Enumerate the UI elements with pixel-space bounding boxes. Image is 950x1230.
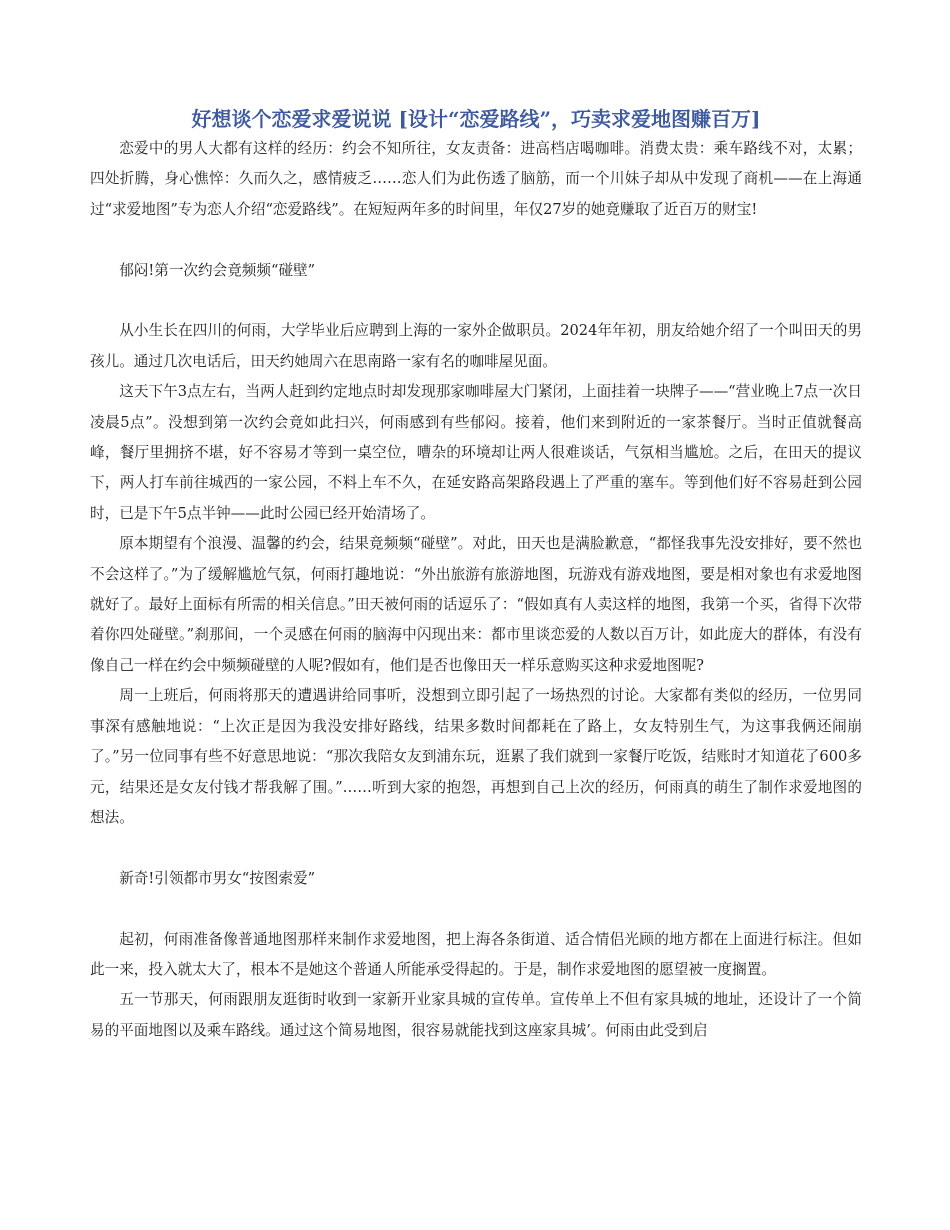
body-paragraph: 五一节那天，何雨跟朋友逛街时收到一家新开业家具城的宣传单。宣传单上不但有家具城的地址，还设计了一个简易的平面地图以及乘车路线。通过这个简易地图，很容易就能找到这座家具城’。何雨由此受到启 — [90, 991, 862, 1039]
body-paragraph: 这天下午3点左右，当两人赶到约定地点时却发现那家咖啡屋大门紧闭，上面挂着一块牌子——“营业晚上7点一次日凌晨5点”。没想到第一次约会竟如此扫兴，何雨感到有些郁闷。接着，他们来到附近的一家茶餐厅。当时正值就餐高峰，餐厅里拥挤不堪，好不容易才等到一桌空位，嘈杂的环境却让两人很难谈话，气氛相当尴尬。之后，在田天的提议下，两人打车前往城西的一家公园，不料上车不久，在延安路高架路段遇上了严重的塞车。等到他们好不容易赶到公园时，已是下午5点半钟——此时公园已经开始清场了。 — [90, 383, 862, 522]
section-heading-1: 郁闷!第一次约会竟频频“碰壁” — [119, 261, 316, 279]
body-paragraph: 起初，何雨准备像普通地图那样来制作求爱地图，把上海各条街道、适合情侣光顾的地方都在上面进行标注。但如此一来，投入就太大了，根本不是她这个普通人所能承受得起的。于是，制作求爱地图的愿望被一度搁置。 — [90, 930, 862, 978]
body-paragraph: 周一上班后，何雨将那天的遭遇讲给同事听，没想到立即引起了一场热烈的讨论。大家都有类似的经历，一位男同事深有感触地说：“上次正是因为我没安排好路线，结果多数时间都耗在了路上，女友特别生气，为这事我俩还闹崩了。”另一位同事有些不好意思地说：“那次我陪女友到浦东玩，逛累了我们就到一家餐厅吃饭，结账时才知道花了600多元，结果还是女友付钱才帮我解了围。”……听到大家的抱怨，再想到自己上次的经历，何雨真的萌生了制作求爱地图的想法。 — [90, 687, 862, 826]
section-heading-2: 新奇!引领都市男女“按图索爱” — [119, 869, 316, 887]
article-title: 好想谈个恋爱求爱说说 [设计“恋爱路线”，巧卖求爱地图赚百万] — [191, 107, 761, 131]
body-paragraph: 原本期望有个浪漫、温馨的约会，结果竟频频“碰壁”。对此，田天也是满脸歉意，“都怪我事先没安排好，要不然也不会这样了。”为了缓解尴尬气氛，何雨打趣地说：“外出旅游有旅游地图，玩游戏有游戏地图，要是相对象也有求爱地图就好了。最好上面标有所需的相关信息。”田天被何雨的话逗乐了：“假如真有人卖这样的地图，我第一个买，省得下次带着你四处碰壁。”刹那间，一个灵感在何雨的脑海中闪现出来：都市里谈恋爱的人数以百万计，如此庞大的群体，有没有像自己一样在约会中频频碰壁的人呢?假如有，他们是否也像田天一样乐意购买这种求爱地图呢? — [90, 535, 862, 674]
spacer — [90, 894, 862, 924]
spacer — [90, 225, 862, 255]
intro-paragraph: 恋爱中的男人大都有这样的经历：约会不知所往，女友责备：进高档店喝咖啡。消费太贵：乘车路线不对，太累；四处折腾，身心憔悴：久而久之，感情疲乏……恋人们为此伤透了脑筋，而一个川妹子却从中发现了商机——在上海通过“求爱地图”专为恋人介绍“恋爱路线”。在短短两年多的时间里，年仅27岁的她竟赚取了近百万的财宝! — [90, 140, 862, 218]
spacer — [90, 833, 862, 863]
body-paragraph: 从小生长在四川的何雨，大学毕业后应聘到上海的一家外企做职员。2024年年初，朋友给她介绍了一个叫田天的男孩儿。通过几次电话后，田天约她周六在思南路一家有名的咖啡屋见面。 — [90, 322, 862, 370]
spacer — [90, 286, 862, 316]
